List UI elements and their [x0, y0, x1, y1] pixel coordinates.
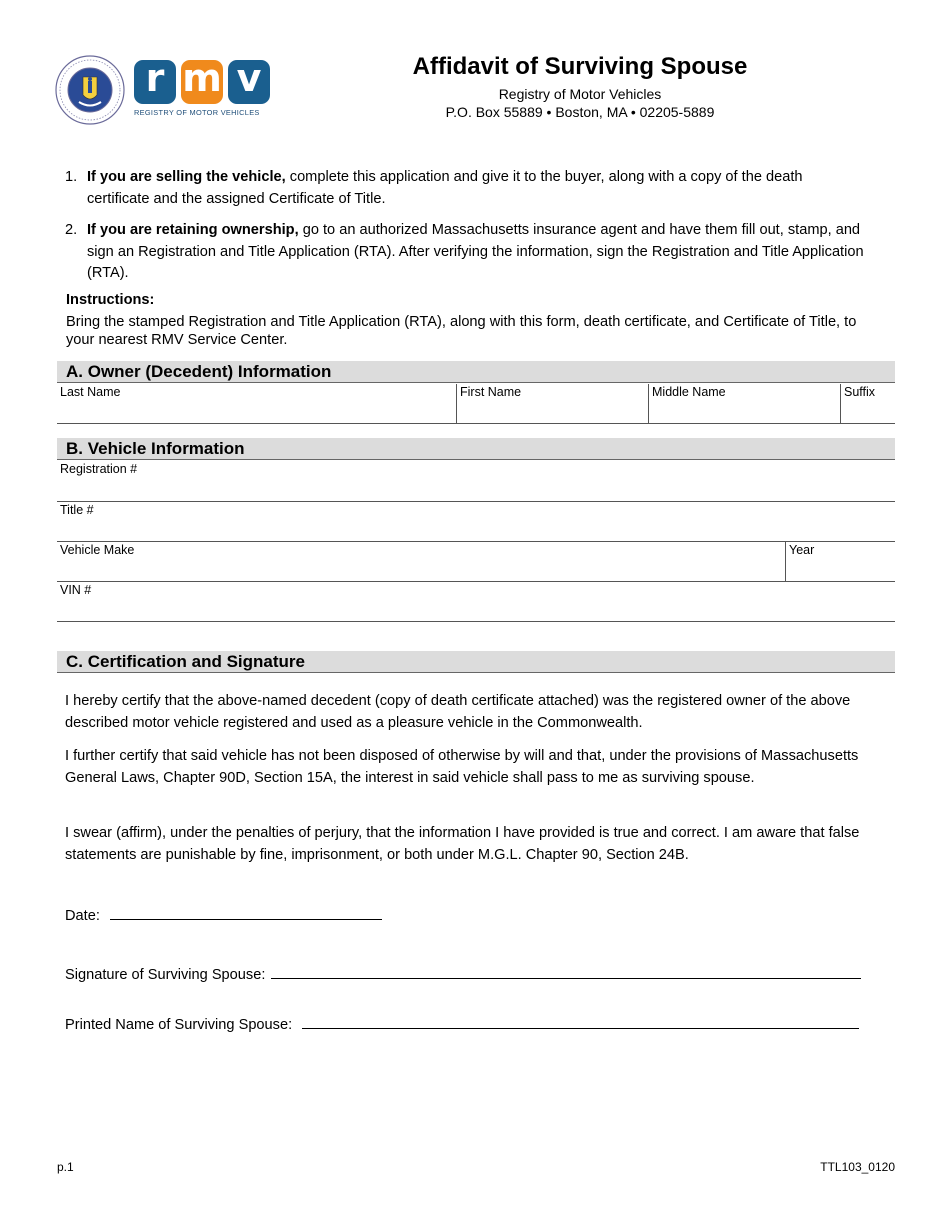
- rmv-logo-r: r: [134, 60, 176, 104]
- registration-field[interactable]: [57, 461, 895, 502]
- rmv-logo-v: v: [228, 60, 270, 104]
- title-number-label: Title #: [60, 503, 94, 517]
- date-row: [65, 904, 382, 924]
- certification-paragraph: I hereby certify that the above-named decedent (copy of death certificate attached) was the registered owner of the above described motor vehicle registered and used as a pleasure vehicle in the Commonwealth.: [65, 693, 851, 731]
- rmv-logo: [134, 56, 274, 120]
- rmv-logo-m: m: [181, 60, 223, 104]
- registration-label: Registration #: [60, 462, 138, 476]
- agency-address: P.O. Box 55889 • Boston, MA • 02205-5889: [445, 104, 715, 120]
- signature-label: Signature of Surviving Spouse:: [65, 967, 266, 983]
- page-number: p.1: [57, 1160, 74, 1174]
- year-label: Year: [789, 543, 815, 557]
- form-id: TTL103_0120: [820, 1160, 895, 1174]
- intro-item-2: [65, 220, 865, 285]
- suffix-label: Suffix: [844, 385, 876, 399]
- printed-name-row: [65, 1013, 859, 1033]
- first-name-label: First Name: [460, 385, 522, 399]
- middle-name-field[interactable]: [648, 384, 840, 424]
- printed-name-line[interactable]: [302, 1013, 859, 1029]
- vehicle-make-field[interactable]: [57, 542, 785, 582]
- last-name-field[interactable]: [57, 384, 456, 424]
- section-b-heading: B. Vehicle Information: [57, 438, 895, 460]
- intro-item-1: [65, 167, 865, 210]
- intro-item-number: 1.: [65, 169, 78, 185]
- certification-paragraph: I swear (affirm), under the penalties of perjury, that the information I have provided is true and correct. I am aware that false statements are punishable by fine, imprisonment, or both under M.G.L. Chapter 90, Section 24B.: [65, 825, 860, 863]
- form-title: Affidavit of Surviving Spouse: [412, 53, 748, 80]
- intro-item-bold: If you are selling the vehicle,: [87, 169, 286, 185]
- massachusetts-seal-icon: [55, 55, 125, 125]
- certification-paragraph: I further certify that said vehicle has not been disposed of otherwise by will and that, under the provisions of Massachusetts General Laws, Chapter 90D, Section 15A, the interest in said vehicle shall pass to me as surviving spouse.: [65, 748, 859, 786]
- date-label: Date:: [65, 908, 100, 924]
- vin-field[interactable]: [57, 582, 895, 622]
- agency-name: Registry of Motor Vehicles: [498, 86, 662, 102]
- signature-row: [65, 963, 861, 983]
- year-field[interactable]: [785, 542, 895, 582]
- middle-name-label: Middle Name: [652, 385, 726, 399]
- rmv-logo-caption: REGISTRY OF MOTOR VEHICLES: [134, 108, 260, 117]
- date-line[interactable]: [110, 904, 382, 920]
- intro-item-bold: If you are retaining ownership,: [87, 222, 299, 238]
- printed-name-label: Printed Name of Surviving Spouse:: [65, 1017, 293, 1033]
- intro-item-number: 2.: [65, 222, 78, 238]
- instructions-text: Bring the stamped Registration and Title Application (RTA), along with this form, death certificate, and Certificate of Title, to your nearest RMV Service Center.: [66, 314, 857, 348]
- vin-label: VIN #: [60, 583, 92, 597]
- suffix-field[interactable]: [840, 384, 895, 424]
- last-name-label: Last Name: [60, 385, 121, 399]
- instructions-heading: Instructions:: [66, 292, 155, 308]
- intro-item-text: go to an authorized Massachusetts insurance agent and have them fill out, stamp, and sign an Registration and Title Application (RTA). After verifying the information, sign the Registration and Title Application (RTA).: [87, 222, 864, 281]
- signature-line[interactable]: [271, 963, 861, 979]
- vehicle-make-label: Vehicle Make: [60, 543, 135, 557]
- section-c-heading: C. Certification and Signature: [57, 651, 895, 673]
- intro-item-text: complete this application and give it to the buyer, along with a copy of the death certificate and the assigned Certificate of Title.: [87, 169, 803, 207]
- title-number-field[interactable]: [57, 502, 895, 542]
- section-a-heading: A. Owner (Decedent) Information: [57, 361, 895, 383]
- first-name-field[interactable]: [456, 384, 648, 424]
